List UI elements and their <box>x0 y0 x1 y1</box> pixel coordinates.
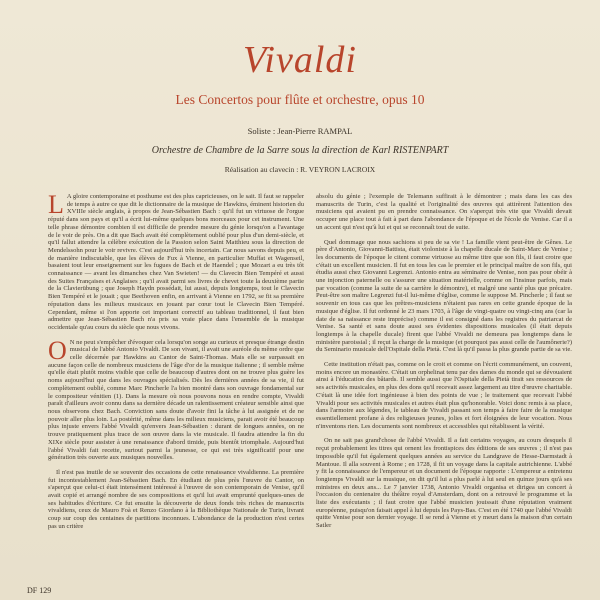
paragraph-text: Il n'est pas inutile de se souvenir des occasions de cette renaissance vivaldienne. La première fut incontestablement Jean-Sébastien Bach. En étudiant de plus près l'œuvre du Cantor, on s'aperçut que celui-ci était intensément intéressé à l'œuvre de son contemporain de Venise, qu'il avait copié et arrangé nombre de ses compositions et qu'il lui avait emprunté quelques-unes de ses habitudes d'écriture. Ce fut ensuite la découverte de deux fonds très riches de manuscrits vivaldiens, ceux de Mauro Foà et Renzo Giordano à la Bibliothèque Nationale de Turin, livrant coup sur coup des centaines de partitions inconnues. L'abondance de la production n'est certes pas un critère <box>48 468 304 530</box>
right-text-column <box>316 193 572 585</box>
paragraph-text: On ne sait pas grand'chose de l'abbé Vivaldi. Il a fait certains voyages, au cours desquels il reçut probablement les titres qui ornent les frontispices des éditions de ses œuvres ; il n'est pas impossible qu'il fut également quelques années au service du Landgrave de Hesse-Darmstadt à Mantoue. Il alla souvent à Rome ; en 1728, il fit un voyage dans la capitale autrichienne. L'abbé y fit la connaissance de l'empereur et un document de l'époque rapporte : L'empereur a entretenu longtemps Vivaldi sur la musique, on dit qu'il lui a plus parlé à lui seul en quinze jours qu'à ses ministres en deux ans... Le 7 janvier 1738, Antonio Vivaldi organisa et dirigea un concert à l'occasion du centenaire du théâtre royal d'Amsterdam, dont on a retrouvé le programme et la liste des exécutants ; il faut croire que l'abbé musicien jouissait d'une réputation vraiment européenne, puisqu'on faisait appel à lui depuis les Pays-Bas. C'est en été 1740 que l'abbé Vivaldi quitte Venise pour son dernier voyage. Il se rend à Vienne et y meurt dans la maison d'un certain Satler <box>316 437 572 530</box>
work-subtitle: Les Concertos pour flûte et orchestre, opus 10 <box>175 92 425 107</box>
paragraph <box>48 469 304 531</box>
drop-cap: O <box>48 335 67 365</box>
paragraph-text: absolu du génie ; l'exemple de Telemann suffirait à le démontrer ; mais dans les cas des manuscrits de Turin, c'est la qualité et l'originalité des œuvres qui attirèrent l'attention des musiciens qui avaient pu en prendre connaissance. On s'aperçut très vite que Vivaldi devait occuper une place tout à fait à part dans l'abondance de l'époque et de l'école de Venise. Car il a un accent qui n'est qu'à lui et qui se reconnaît tout de suite. <box>316 193 572 231</box>
paragraph <box>48 193 304 332</box>
left-text-column <box>48 193 304 585</box>
paragraph-text: A gloire contemporaine et posthume est des plus capricieuses, on le sait. Il faut se rappeler de temps à autre ce que dit le dictionnaire de la musique de Hawkins, éminent historien du XVIIIe siècle anglais, à propos de Jean-Sébastien Bach : qu'il fut un virtuose de l'orgue réputé dans son pays et qu'il a écrit lui-même quelques bons morceaux pour cet instrument. Une telle phrase démontre combien il est difficile de prendre mesure du génie lorsqu'on a l'avantage de le voir de près. On a dit que Bach avait été complètement oublié pour plus d'un demi-siècle, et qu'il fallut attendre la célèbre exécution de la Passion selon Saint Matthieu sous la direction de Mendelssohn pour le voir revivre. C'est aujourd'hui très incertain. Car nous savons depuis peu, et de manière indiscutable, que les élèves de Fux à Vienne, en particulier Muffat et Wagenseil, basaient tout leur enseignement sur les fugues de Bach et de Haendel ; que Mozart a eu très tôt connaissance — avant les dimanches chez Van Swieten! — du Clavecin Bien Tempéré et aussi des Suites Françaises et Anglaises ; qu'il avait parmi ses livres de chevet toute la deuxième partie de la Clavierübung ; que Joseph Haydn possédait, lui aussi, depuis longtemps, tout le Clavecin Bien Tempéré et le jouait ; que Beethoven enfin, en arrivant à Vienne en 1792, se fit sa première réputation dans les milieux musicaux en jouant par cœur tout le Clavecin Bien Tempéré. Cependant, même si l'on apporte cet important correctif au tableau traditionnel, il faut bien admettre que Jean-Sébastien Bach n'a pris sa vraie place dans l'ensemble de la musique occidentale qu'au cours du siècle que nous vivons. <box>48 193 304 331</box>
paragraph-text: Cette institution n'était pas, comme on le croit et comme on l'écrit communément, un couvent, moins encore un monastère. C'était un orphelinat tenu par des dames du monde qui se dévouaient ainsi à l'éducation des bâtards. Il semble aussi que l'Ospitale della Pietà tirait ses ressources de ses activités musicales, en plus des dons qu'il recevait assez largement au titre d'œuvre charitable. C'était là une idée fort ingénieuse à bien des points de vue ; le traitement que recevait l'abbé Vivaldi pour ses activités musicales et autres était plus qu'honorable. Voici donc remis à sa place, dans l'armoire aux légendes, le tableau de Vivaldi passant son temps à faire faire de la musique essentiellement profane à des religieuses jeunes, jolies et fort éloignées de leur vocation. Nous n'inventons rien. Les documents sont nombreux et accessibles qui rétablissent la vérité. <box>316 361 572 430</box>
paragraph-text: Quel dommage que nous sachions si peu de sa vie ! La famille vient peut-être de Gênes. Le père d'Antonio, Giovanni-Battista, était violoniste à la chapelle ducale de Saint-Marc de Venise ; les documents de l'époque le citent comme virtuose au même titre que son fils, il faut croire que c'était un excellent musicien. Il fut en tous les cas le premier et le principal maître de son fils, qui étudia aussi chez Giovanni Legrenzi. Antonio entra au séminaire de Venise, non pas pour obéir à une injonction paternelle ou s'assurer une situation matérielle, comme on l'insinue parfois, mais par vocation (comme la suite de sa carrière le démontre), et malgré une santé plus que précaire. Peut-être son maître Legrenzi fut-il lui-même d'église, comme le suppose M. Pincherle ; il faut se souvenir en tous cas que les prêtres-musiciens n'étaient pas rares en cette grande époque de la musique d'église. Il fut ordonné le 23 mars 1703, à l'âge de vingt-quatre ou vingt-cinq ans (car la date de sa naissance reste imprécise) comme il est consigné dans les registres du patriarcat de Venise. Sa santé et sans doute aussi ses évidentes dispositions musicales (il était depuis longtemps à la chapelle ducale) firent que l'abbé Vivaldi ne demeura pas longtemps dans le ministère paroissial ; il reçut la charge de la musique (et pourquoi pas aussi celle de l'aumônerie?) du Seminario musicale dell'Ospitale della Pietà. C'est là qu'il passa la plus grande partie de sa vie. <box>316 238 572 354</box>
soloist-credit: Soliste : Jean-Pierre RAMPAL <box>247 126 353 136</box>
orchestra-credit: Orchestre de Chambre de la Sarre sous la direction de Karl RISTENPART <box>151 145 449 156</box>
paragraph <box>316 361 572 430</box>
paragraph <box>316 193 572 232</box>
catalog-number: DF 129 <box>27 586 52 595</box>
paragraph <box>316 437 572 529</box>
composer-title: Vivaldi <box>243 39 357 81</box>
paragraph <box>316 239 572 355</box>
paragraph-text: N ne peut s'empêcher d'évoquer cela lorsqu'on songe au curieux et presque étrange destin musical de l'abbé Antonio Vivaldi. De son vivant, il avait une auréole du même ordre que celle décernée par Hawkins au Cantor de Saint-Thomas. Mais elle se surpassait en aucune façon celle de nombreux musiciens de l'âge d'or de la musique italienne ; il semble même qu'elle était plutôt moins visible que celle de beaucoup d'autres dont on ne trouve plus guère les noms aujourd'hui que dans les ouvrages spécialisés. Dès les dernières années de sa vie, il fut complètement oublié, comme Marc Pincherle l'a bien montré dans son ouvrage fondamental sur le compositeur vénitien (1). Dans la mesure où nous pouvons nous en rendre compte, Vivaldi paraît d'ailleurs avoir connu dans sa dernière décade un ralentissement créateur sensible ainsi que nous observons chez Bach. Conviction sans doute d'avoir fini la tâche à lui assignée et de ne pouvoir aller plus loin. La postérité, même dans les milieux musiciens, parait avoir été beaucoup plus injuste envers l'abbé Vivaldi qu'envers Jean-Sébastien : durant de longues années, on ne trouve pratiquement plus trace de son œuvre dans la vie musicale. Il faudra attendre la fin du XIXe siècle pour assister à une renaissance d'abord timide, puis bientôt triomphale. Aujourd'hui l'abbé Vivaldi fait recette, surtout parmi la jeunesse, ce qui est très significatif pour une génération très ouverte aux musiques nouvelles. <box>48 338 304 462</box>
paragraph <box>48 335 304 462</box>
drop-cap: L <box>48 193 64 219</box>
harpsichord-credit: Réalisation au clavecin : R. VEYRON LACROIX <box>224 165 376 174</box>
